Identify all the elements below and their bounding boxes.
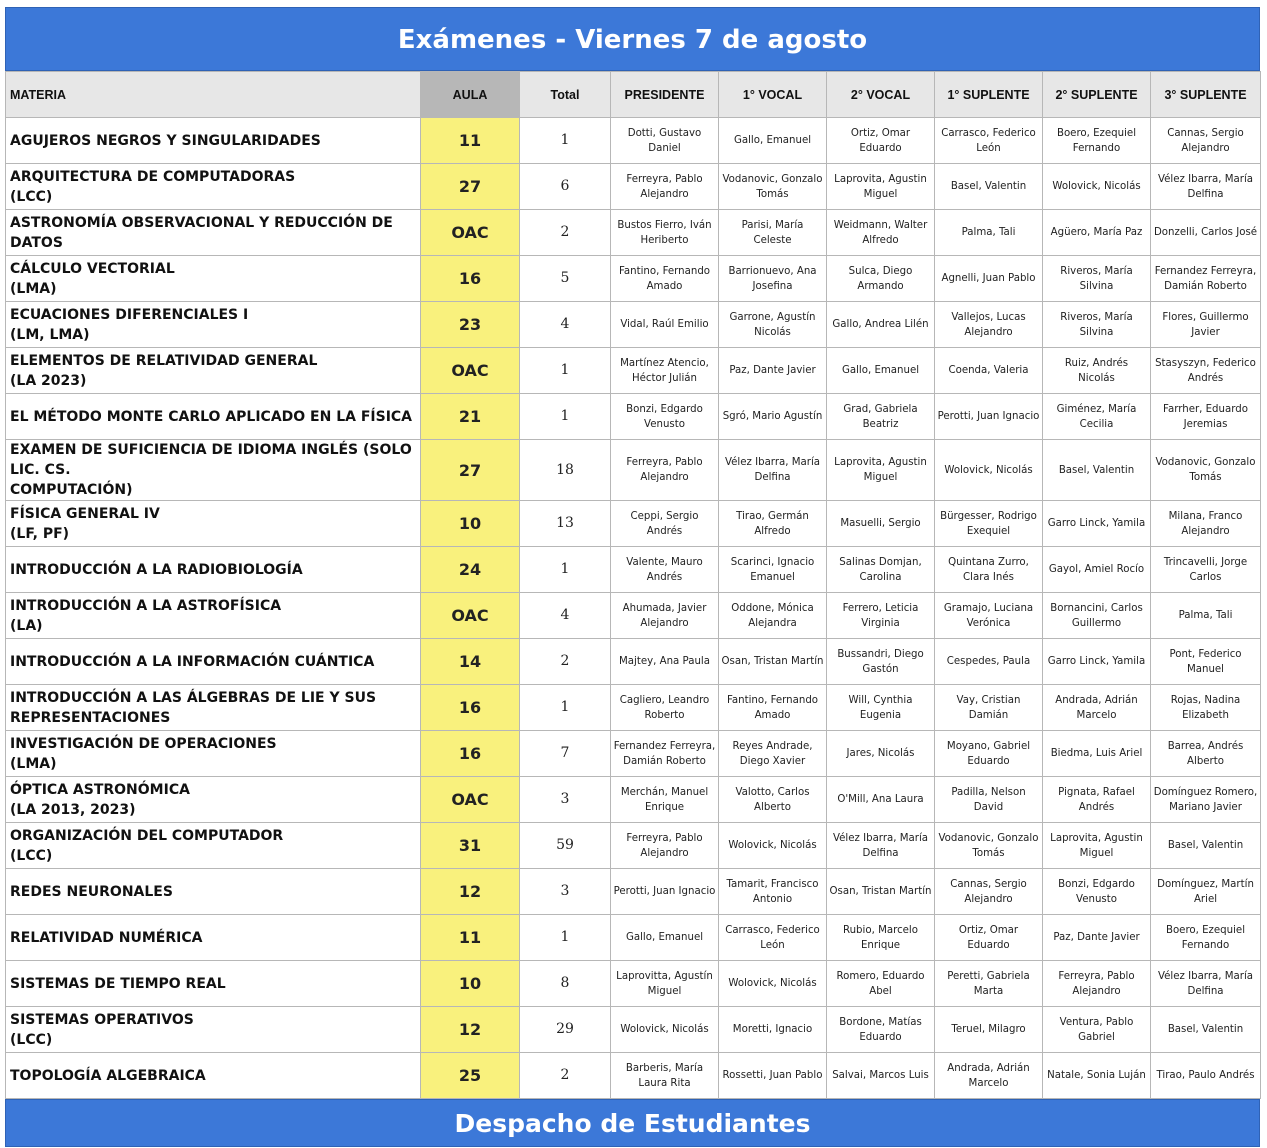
materia-line: ORGANIZACIÓN DEL COMPUTADOR	[10, 827, 284, 844]
materia-line: SISTEMAS OPERATIVOS	[10, 1011, 194, 1028]
materia-line: (LMA)	[10, 755, 57, 772]
header-materia: MATERIA	[6, 72, 421, 118]
total-cell: 1	[520, 915, 611, 961]
materia-cell	[6, 823, 421, 869]
suplente1-cell: Vallejos, Lucas Alejandro	[935, 302, 1043, 348]
materia-cell	[6, 961, 421, 1007]
footer-banner: Despacho de Estudiantes	[5, 1099, 1260, 1147]
header-suplente3: 3° SUPLENTE	[1151, 72, 1261, 118]
vocal1-cell: Gallo, Emanuel	[719, 118, 827, 164]
materia-cell	[6, 915, 421, 961]
vocal2-cell: Ferrero, Leticia Virginia	[827, 593, 935, 639]
total-cell: 7	[520, 731, 611, 777]
suplente2-cell: Pignata, Rafael Andrés	[1043, 777, 1151, 823]
materia-line: SISTEMAS DE TIEMPO REAL	[10, 975, 226, 992]
table-row	[6, 593, 1261, 639]
suplente1-cell: Cannas, Sergio Alejandro	[935, 869, 1043, 915]
presidente-cell: Bonzi, Edgardo Venusto	[611, 394, 719, 440]
presidente-cell: Wolovick, Nicolás	[611, 1007, 719, 1053]
aula-cell: OAC	[421, 593, 520, 639]
materia-line: ECUACIONES DIFERENCIALES I	[10, 306, 249, 323]
presidente-cell: Dotti, Gustavo Daniel	[611, 118, 719, 164]
presidente-cell: Laprovitta, Agustín Miguel	[611, 961, 719, 1007]
table-row	[6, 440, 1261, 501]
aula-cell: 12	[421, 1007, 520, 1053]
presidente-cell: Bustos Fierro, Iván Heriberto	[611, 210, 719, 256]
materia-cell	[6, 731, 421, 777]
suplente1-cell: Quintana Zurro, Clara Inés	[935, 547, 1043, 593]
suplente1-cell: Gramajo, Luciana Verónica	[935, 593, 1043, 639]
suplente3-cell: Donzelli, Carlos José	[1151, 210, 1261, 256]
vocal1-cell: Sgró, Mario Agustín	[719, 394, 827, 440]
total-cell: 1	[520, 685, 611, 731]
suplente2-cell: Bonzi, Edgardo Venusto	[1043, 869, 1151, 915]
table-row	[6, 164, 1261, 210]
materia-cell	[6, 777, 421, 823]
materia-line: (LCC)	[10, 188, 53, 205]
materia-line: (LMA)	[10, 280, 57, 297]
vocal1-cell: Tamarit, Francisco Antonio	[719, 869, 827, 915]
suplente3-cell: Trincavelli, Jorge Carlos	[1151, 547, 1261, 593]
materia-line: REPRESENTACIONES	[10, 709, 171, 726]
materia-line: (LM, LMA)	[10, 326, 90, 343]
presidente-cell: Ferreyra, Pablo Alejandro	[611, 823, 719, 869]
aula-cell: 14	[421, 639, 520, 685]
suplente2-cell: Riveros, María Silvina	[1043, 256, 1151, 302]
vocal1-cell: Garrone, Agustín Nicolás	[719, 302, 827, 348]
suplente1-cell: Wolovick, Nicolás	[935, 440, 1043, 501]
materia-line: CÁLCULO VECTORIAL	[10, 260, 175, 277]
vocal2-cell: O'Mill, Ana Laura	[827, 777, 935, 823]
vocal1-cell: Vodanovic, Gonzalo Tomás	[719, 164, 827, 210]
vocal2-cell: Will, Cynthia Eugenia	[827, 685, 935, 731]
vocal2-cell: Ortiz, Omar Eduardo	[827, 118, 935, 164]
total-cell: 2	[520, 210, 611, 256]
suplente2-cell: Wolovick, Nicolás	[1043, 164, 1151, 210]
aula-cell: 12	[421, 869, 520, 915]
aula-cell: 25	[421, 1053, 520, 1099]
materia-line: ELEMENTOS DE RELATIVIDAD GENERAL	[10, 352, 318, 369]
aula-cell: OAC	[421, 348, 520, 394]
table-row	[6, 118, 1261, 164]
total-cell: 1	[520, 348, 611, 394]
total-cell: 59	[520, 823, 611, 869]
materia-cell	[6, 685, 421, 731]
vocal2-cell: Gallo, Andrea Lilén	[827, 302, 935, 348]
suplente2-cell: Andrada, Adrián Marcelo	[1043, 685, 1151, 731]
vocal1-cell: Barrionuevo, Ana Josefina	[719, 256, 827, 302]
materia-line: (LCC)	[10, 1031, 53, 1048]
table-row	[6, 256, 1261, 302]
vocal2-cell: Salvai, Marcos Luis	[827, 1053, 935, 1099]
vocal2-cell: Bordone, Matías Eduardo	[827, 1007, 935, 1053]
total-cell: 3	[520, 777, 611, 823]
vocal2-cell: Masuelli, Sergio	[827, 501, 935, 547]
aula-cell: 16	[421, 256, 520, 302]
vocal1-cell: Valotto, Carlos Alberto	[719, 777, 827, 823]
presidente-cell: Merchán, Manuel Enrique	[611, 777, 719, 823]
suplente2-cell: Ventura, Pablo Gabriel	[1043, 1007, 1151, 1053]
suplente3-cell: Flores, Guillermo Javier	[1151, 302, 1261, 348]
materia-line: (LA 2023)	[10, 372, 87, 389]
table-body	[6, 118, 1261, 1099]
suplente3-cell: Domínguez, Martín Ariel	[1151, 869, 1261, 915]
header-presidente: PRESIDENTE	[611, 72, 719, 118]
suplente3-cell: Barrea, Andrés Alberto	[1151, 731, 1261, 777]
materia-cell	[6, 256, 421, 302]
suplente3-cell: Domínguez Romero, Mariano Javier	[1151, 777, 1261, 823]
suplente3-cell: Pont, Federico Manuel	[1151, 639, 1261, 685]
vocal1-cell: Wolovick, Nicolás	[719, 961, 827, 1007]
total-cell: 2	[520, 1053, 611, 1099]
suplente3-cell: Tirao, Paulo Andrés	[1151, 1053, 1261, 1099]
presidente-cell: Ferreyra, Pablo Alejandro	[611, 164, 719, 210]
materia-cell	[6, 1053, 421, 1099]
vocal1-cell: Vélez Ibarra, María Delfina	[719, 440, 827, 501]
total-cell: 13	[520, 501, 611, 547]
vocal2-cell: Salinas Domjan, Carolina	[827, 547, 935, 593]
suplente2-cell: Gayol, Amiel Rocío	[1043, 547, 1151, 593]
materia-cell	[6, 210, 421, 256]
materia-cell	[6, 639, 421, 685]
aula-cell: OAC	[421, 210, 520, 256]
suplente3-cell: Vodanovic, Gonzalo Tomás	[1151, 440, 1261, 501]
aula-cell: 16	[421, 731, 520, 777]
total-cell: 1	[520, 394, 611, 440]
suplente1-cell: Vodanovic, Gonzalo Tomás	[935, 823, 1043, 869]
vocal2-cell: Grad, Gabriela Beatriz	[827, 394, 935, 440]
table-row	[6, 1053, 1261, 1099]
total-cell: 6	[520, 164, 611, 210]
table-row	[6, 302, 1261, 348]
materia-line: RELATIVIDAD NUMÉRICA	[10, 929, 203, 946]
table-row	[6, 915, 1261, 961]
materia-line: AGUJEROS NEGROS Y SINGULARIDADES	[10, 132, 321, 149]
aula-cell: 16	[421, 685, 520, 731]
materia-line: ARQUITECTURA DE COMPUTADORAS	[10, 168, 296, 185]
presidente-cell: Ceppi, Sergio Andrés	[611, 501, 719, 547]
aula-cell: 10	[421, 501, 520, 547]
suplente1-cell: Perotti, Juan Ignacio	[935, 394, 1043, 440]
materia-line: ÓPTICA ASTRONÓMICA	[10, 781, 190, 798]
suplente1-cell: Teruel, Milagro	[935, 1007, 1043, 1053]
suplente2-cell: Garro Linck, Yamila	[1043, 639, 1151, 685]
suplente1-cell: Carrasco, Federico León	[935, 118, 1043, 164]
total-cell: 1	[520, 118, 611, 164]
suplente3-cell: Basel, Valentin	[1151, 1007, 1261, 1053]
suplente3-cell: Fernandez Ferreyra, Damián Roberto	[1151, 256, 1261, 302]
table-row	[6, 961, 1261, 1007]
materia-cell	[6, 164, 421, 210]
header-suplente1: 1° SUPLENTE	[935, 72, 1043, 118]
table-row	[6, 210, 1261, 256]
vocal2-cell: Weidmann, Walter Alfredo	[827, 210, 935, 256]
suplente3-cell: Vélez Ibarra, María Delfina	[1151, 164, 1261, 210]
presidente-cell: Martínez Atencio, Héctor Julián	[611, 348, 719, 394]
materia-line: FÍSICA GENERAL IV	[10, 505, 160, 522]
vocal2-cell: Osan, Tristan Martín	[827, 869, 935, 915]
suplente1-cell: Agnelli, Juan Pablo	[935, 256, 1043, 302]
total-cell: 2	[520, 639, 611, 685]
vocal1-cell: Carrasco, Federico León	[719, 915, 827, 961]
materia-cell	[6, 118, 421, 164]
suplente1-cell: Basel, Valentin	[935, 164, 1043, 210]
vocal2-cell: Laprovita, Agustin Miguel	[827, 440, 935, 501]
suplente1-cell: Peretti, Gabriela Marta	[935, 961, 1043, 1007]
vocal1-cell: Reyes Andrade, Diego Xavier	[719, 731, 827, 777]
materia-line: INTRODUCCIÓN A LAS ÁLGEBRAS DE LIE Y SUS	[10, 689, 377, 706]
materia-line: COMPUTACIÓN)	[10, 482, 133, 498]
suplente1-cell: Vay, Cristian Damián	[935, 685, 1043, 731]
materia-line: INTRODUCCIÓN A LA ASTROFÍSICA	[10, 597, 282, 614]
table-row	[6, 685, 1261, 731]
header-suplente2: 2° SUPLENTE	[1043, 72, 1151, 118]
suplente2-cell: Riveros, María Silvina	[1043, 302, 1151, 348]
aula-cell: 23	[421, 302, 520, 348]
suplente2-cell: Paz, Dante Javier	[1043, 915, 1151, 961]
table-row	[6, 348, 1261, 394]
vocal2-cell: Gallo, Emanuel	[827, 348, 935, 394]
materia-cell	[6, 394, 421, 440]
table-row	[6, 639, 1261, 685]
suplente2-cell: Natale, Sonia Luján	[1043, 1053, 1151, 1099]
table-row	[6, 394, 1261, 440]
total-cell: 5	[520, 256, 611, 302]
vocal2-cell: Sulca, Diego Armando	[827, 256, 935, 302]
suplente2-cell: Giménez, María Cecilia	[1043, 394, 1151, 440]
materia-cell	[6, 547, 421, 593]
exam-schedule-sheet	[5, 7, 1260, 1147]
vocal1-cell: Moretti, Ignacio	[719, 1007, 827, 1053]
vocal1-cell: Fantino, Fernando Amado	[719, 685, 827, 731]
suplente2-cell: Biedma, Luis Ariel	[1043, 731, 1151, 777]
table-row	[6, 1007, 1261, 1053]
vocal1-cell: Osan, Tristan Martín	[719, 639, 827, 685]
materia-cell	[6, 302, 421, 348]
table-row	[6, 777, 1261, 823]
suplente3-cell: Basel, Valentin	[1151, 823, 1261, 869]
materia-line: (LA 2013, 2023)	[10, 801, 136, 818]
materia-cell	[6, 501, 421, 547]
suplente1-cell: Coenda, Valeria	[935, 348, 1043, 394]
table-header-row	[6, 72, 1261, 118]
aula-cell: 11	[421, 915, 520, 961]
suplente1-cell: Ortiz, Omar Eduardo	[935, 915, 1043, 961]
suplente3-cell: Milana, Franco Alejandro	[1151, 501, 1261, 547]
table-row	[6, 547, 1261, 593]
presidente-cell: Perotti, Juan Ignacio	[611, 869, 719, 915]
materia-line: ASTRONOMÍA OBSERVACIONAL Y REDUCCIÓN DE DATOS	[10, 214, 393, 251]
materia-line: (LCC)	[10, 847, 53, 864]
header-vocal2: 2° VOCAL	[827, 72, 935, 118]
presidente-cell: Gallo, Emanuel	[611, 915, 719, 961]
vocal2-cell: Laprovita, Agustin Miguel	[827, 164, 935, 210]
presidente-cell: Cagliero, Leandro Roberto	[611, 685, 719, 731]
presidente-cell: Vidal, Raúl Emilio	[611, 302, 719, 348]
header-aula: AULA	[421, 72, 520, 118]
materia-line: (LA)	[10, 617, 43, 634]
suplente3-cell: Vélez Ibarra, María Delfina	[1151, 961, 1261, 1007]
table-row	[6, 731, 1261, 777]
suplente1-cell: Cespedes, Paula	[935, 639, 1043, 685]
vocal1-cell: Rossetti, Juan Pablo	[719, 1053, 827, 1099]
suplente3-cell: Cannas, Sergio Alejandro	[1151, 118, 1261, 164]
vocal1-cell: Wolovick, Nicolás	[719, 823, 827, 869]
vocal1-cell: Oddone, Mónica Alejandra	[719, 593, 827, 639]
suplente2-cell: Agüero, María Paz	[1043, 210, 1151, 256]
materia-line: INVESTIGACIÓN DE OPERACIONES	[10, 735, 277, 752]
vocal1-cell: Tirao, Germán Alfredo	[719, 501, 827, 547]
materia-line: TOPOLOGÍA ALGEBRAICA	[10, 1067, 206, 1084]
table-row	[6, 823, 1261, 869]
aula-cell: 10	[421, 961, 520, 1007]
suplente2-cell: Laprovita, Agustin Miguel	[1043, 823, 1151, 869]
table-row	[6, 869, 1261, 915]
vocal2-cell: Bussandri, Diego Gastón	[827, 639, 935, 685]
suplente1-cell: Moyano, Gabriel Eduardo	[935, 731, 1043, 777]
materia-cell	[6, 869, 421, 915]
presidente-cell: Fantino, Fernando Amado	[611, 256, 719, 302]
suplente2-cell: Boero, Ezequiel Fernando	[1043, 118, 1151, 164]
aula-cell: 21	[421, 394, 520, 440]
suplente1-cell: Palma, Tali	[935, 210, 1043, 256]
aula-cell: 24	[421, 547, 520, 593]
aula-cell: 27	[421, 440, 520, 501]
materia-line: INTRODUCCIÓN A LA RADIOBIOLOGÍA	[10, 561, 303, 578]
total-cell: 18	[520, 440, 611, 501]
header-total: Total	[520, 72, 611, 118]
materia-cell	[6, 348, 421, 394]
materia-line: INTRODUCCIÓN A LA INFORMACIÓN CUÁNTICA	[10, 653, 375, 670]
table-row	[6, 501, 1261, 547]
suplente2-cell: Garro Linck, Yamila	[1043, 501, 1151, 547]
vocal1-cell: Scarinci, Ignacio Emanuel	[719, 547, 827, 593]
suplente3-cell: Boero, Ezequiel Fernando	[1151, 915, 1261, 961]
total-cell: 4	[520, 302, 611, 348]
suplente2-cell: Ferreyra, Pablo Alejandro	[1043, 961, 1151, 1007]
suplente3-cell: Farrher, Eduardo Jeremias	[1151, 394, 1261, 440]
suplente1-cell: Bürgesser, Rodrigo Exequiel	[935, 501, 1043, 547]
total-cell: 4	[520, 593, 611, 639]
suplente2-cell: Ruiz, Andrés Nicolás	[1043, 348, 1151, 394]
vocal1-cell: Parisi, María Celeste	[719, 210, 827, 256]
materia-cell	[6, 440, 421, 501]
aula-cell: 31	[421, 823, 520, 869]
materia-line: EXAMEN DE SUFICIENCIA DE IDIOMA INGLÉS (SOLO LIC. CS.	[10, 442, 412, 478]
vocal2-cell: Vélez Ibarra, María Delfina	[827, 823, 935, 869]
vocal1-cell: Paz, Dante Javier	[719, 348, 827, 394]
total-cell: 8	[520, 961, 611, 1007]
materia-line: (LF, PF)	[10, 525, 70, 542]
suplente3-cell: Palma, Tali	[1151, 593, 1261, 639]
aula-cell: OAC	[421, 777, 520, 823]
presidente-cell: Fernandez Ferreyra, Damián Roberto	[611, 731, 719, 777]
vocal2-cell: Rubio, Marcelo Enrique	[827, 915, 935, 961]
aula-cell: 27	[421, 164, 520, 210]
suplente1-cell: Andrada, Adrián Marcelo	[935, 1053, 1043, 1099]
materia-line: REDES NEURONALES	[10, 883, 173, 900]
materia-cell	[6, 1007, 421, 1053]
header-vocal1: 1° VOCAL	[719, 72, 827, 118]
suplente3-cell: Rojas, Nadina Elizabeth	[1151, 685, 1261, 731]
presidente-cell: Valente, Mauro Andrés	[611, 547, 719, 593]
exam-table	[5, 71, 1261, 1099]
vocal2-cell: Romero, Eduardo Abel	[827, 961, 935, 1007]
aula-cell: 11	[421, 118, 520, 164]
total-cell: 1	[520, 547, 611, 593]
total-cell: 29	[520, 1007, 611, 1053]
presidente-cell: Ahumada, Javier Alejandro	[611, 593, 719, 639]
total-cell: 3	[520, 869, 611, 915]
presidente-cell: Barberis, María Laura Rita	[611, 1053, 719, 1099]
suplente1-cell: Padilla, Nelson David	[935, 777, 1043, 823]
materia-cell	[6, 593, 421, 639]
suplente2-cell: Bornancini, Carlos Guillermo	[1043, 593, 1151, 639]
suplente3-cell: Stasyszyn, Federico Andrés	[1151, 348, 1261, 394]
suplente2-cell: Basel, Valentin	[1043, 440, 1151, 501]
presidente-cell: Majtey, Ana Paula	[611, 639, 719, 685]
vocal2-cell: Jares, Nicolás	[827, 731, 935, 777]
presidente-cell: Ferreyra, Pablo Alejandro	[611, 440, 719, 501]
page-title: Exámenes - Viernes 7 de agosto	[5, 7, 1260, 71]
materia-line: EL MÉTODO MONTE CARLO APLICADO EN LA FÍSICA	[10, 408, 413, 425]
